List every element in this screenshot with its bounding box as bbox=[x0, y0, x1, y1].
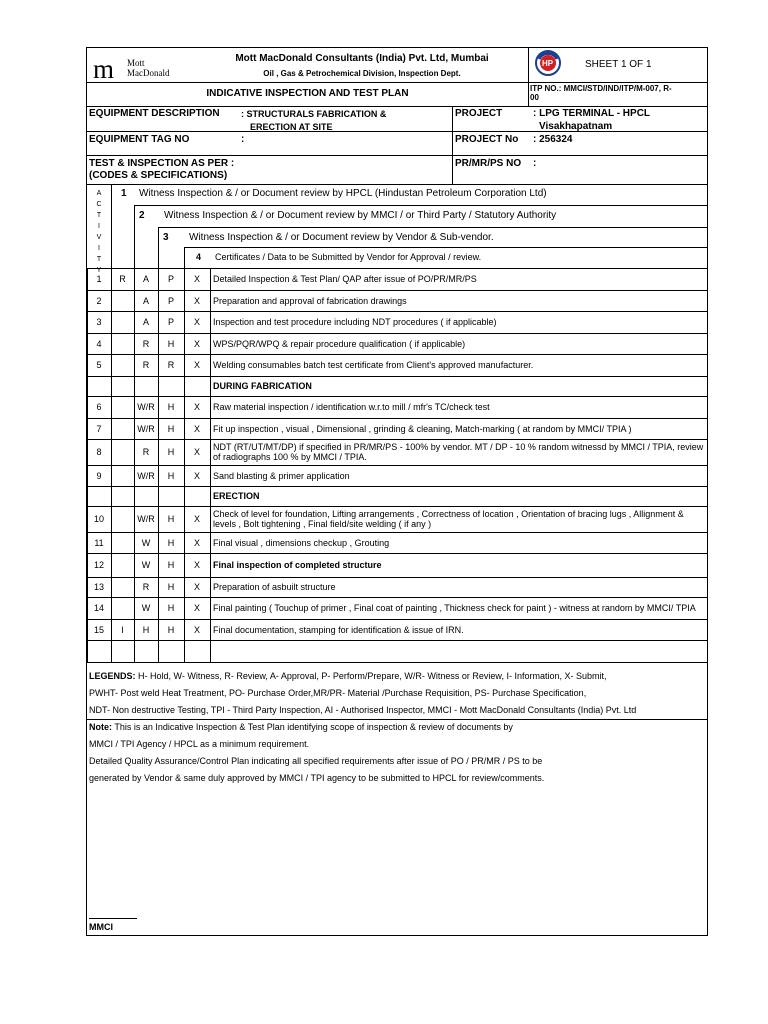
hpcl-code bbox=[111, 439, 134, 465]
submit-code bbox=[184, 376, 210, 396]
row-number: 10 bbox=[93, 514, 104, 524]
row-number: 13 bbox=[93, 582, 104, 592]
row-number bbox=[87, 486, 111, 506]
row-number: 12 bbox=[93, 560, 104, 570]
level-3-number: 3 bbox=[163, 232, 169, 243]
hpcl-code bbox=[111, 418, 134, 439]
hpcl-code bbox=[111, 396, 134, 418]
activity-description: Final inspection of completed structure bbox=[213, 560, 382, 570]
activity-description bbox=[213, 640, 705, 662]
row-number: 5 bbox=[96, 360, 102, 370]
mmci-code: W/R bbox=[137, 470, 155, 481]
level-2-number: 2 bbox=[139, 210, 145, 221]
submit-code: X bbox=[193, 537, 200, 548]
legend-line-1: H- Hold, W- Witness, R- Review, A- Approval, P- Perform/Prepare, W/R- Witness or Review, I- Information, X- Submit, bbox=[135, 671, 607, 681]
mmci-code: W/R bbox=[137, 514, 155, 524]
hpcl-code bbox=[111, 577, 134, 597]
row-number: 2 bbox=[96, 295, 102, 306]
note-line-1: This is an Indicative Inspection & Test Plan identifying scope of inspection & review of documents by bbox=[112, 722, 513, 732]
mmci-code: W bbox=[141, 560, 151, 570]
logo-line-2: MacDonald bbox=[127, 68, 170, 78]
level-3-text: Witness Inspection & / or Document review by Vendor & Sub-vendor. bbox=[189, 232, 494, 243]
row-number: 4 bbox=[96, 338, 102, 349]
mmci-code: A bbox=[142, 274, 149, 284]
activity-description: Welding consumables batch test certificate from Client's approved manufacturer. bbox=[213, 360, 534, 370]
project-no-value: : 256324 bbox=[533, 134, 573, 145]
vendor-code: H bbox=[167, 537, 175, 548]
row-number: 3 bbox=[96, 317, 102, 327]
hpcl-code bbox=[111, 506, 134, 532]
activity-description: Final visual , dimensions checkup , Grouting bbox=[213, 537, 390, 548]
activity-description: NDT (RT/UT/MT/DP) if specified in PR/MR/PS - 100% by vendor. MT / DP - 10 % random witnessd by MMCI / TPIA, review of radiographs 100 % by MMCI / TPIA. bbox=[213, 442, 704, 462]
mmci-code: R bbox=[142, 582, 150, 592]
note-label: Note: bbox=[89, 722, 112, 732]
mmci-code bbox=[134, 640, 158, 662]
submit-code bbox=[184, 486, 210, 506]
company-name: Mott MacDonald Consultants (India) Pvt. Ltd, Mumbai bbox=[235, 53, 489, 64]
activity-description: Sand blasting & primer application bbox=[213, 470, 350, 481]
row-number: 7 bbox=[96, 423, 102, 434]
vendor-code: H bbox=[167, 423, 175, 434]
activity-description: Check of level for foundation, Lifting arrangements , Correctness of location , Orientation of bracing lugs , Allignment & levels , Bolt tightening , Final field/site welding ( if any ) bbox=[213, 509, 684, 529]
project-label: PROJECT bbox=[455, 108, 503, 119]
submit-code: X bbox=[193, 360, 200, 370]
activity-description: WPS/PQR/WPQ & repair procedure qualification ( if applicable) bbox=[213, 338, 466, 349]
vendor-code: H bbox=[167, 624, 175, 635]
submit-code: X bbox=[193, 274, 200, 284]
vendor-code: P bbox=[167, 274, 174, 284]
hpcl-code bbox=[111, 465, 134, 486]
row-number bbox=[87, 640, 111, 662]
mmci-code: W bbox=[141, 537, 151, 548]
hpcl-code bbox=[111, 376, 134, 396]
hpcl-code: I bbox=[121, 624, 124, 635]
level-2-text: Witness Inspection & / or Document review by MMCI / or Third Party / Statutory Authority bbox=[164, 210, 557, 221]
vendor-code bbox=[158, 376, 184, 396]
submit-code bbox=[184, 640, 210, 662]
mmci-code: H bbox=[142, 624, 150, 635]
note-block bbox=[89, 719, 544, 787]
vendor-code: H bbox=[167, 447, 175, 457]
mott-macdonald-logo bbox=[93, 54, 213, 84]
activity-vertical-label: A C T I V I T Y bbox=[96, 190, 102, 274]
legend-line-2: PWHT- Post weld Heat Treatment, PO- Purchase Order,MR/PR- Material /Purchase Requisition, PS- Purchase Specification, bbox=[89, 688, 587, 698]
mmci-code bbox=[134, 376, 158, 396]
submit-code: X bbox=[193, 624, 200, 635]
note-line-3: Detailed Quality Assurance/Control Plan indicating all specified requirements after issue of PO / PR/MR / PS to be bbox=[89, 756, 543, 766]
itp-document bbox=[86, 47, 708, 936]
activity-description: Detailed Inspection & Test Plan/ QAP after issue of PO/PR/MR/PS bbox=[213, 274, 477, 284]
legend-block bbox=[89, 668, 636, 719]
vendor-code bbox=[158, 640, 184, 662]
submit-code: X bbox=[193, 470, 200, 481]
vendor-code: P bbox=[167, 317, 174, 327]
submit-code: X bbox=[193, 603, 200, 613]
level-1-text: Witness Inspection & / or Document review by HPCL (Hindustan Petroleum Corporation Ltd) bbox=[139, 188, 547, 199]
vendor-code bbox=[158, 486, 184, 506]
sheet-number: SHEET 1 OF 1 bbox=[585, 59, 652, 70]
submit-code: X bbox=[193, 447, 200, 457]
submit-code: X bbox=[193, 582, 200, 592]
vendor-code: H bbox=[167, 514, 175, 524]
hp-logo: HP bbox=[535, 50, 561, 76]
pr-label: PR/MR/PS NO bbox=[455, 158, 522, 169]
level-4-number: 4 bbox=[196, 252, 202, 262]
hpcl-code bbox=[111, 290, 134, 311]
note-line-4: generated by Vendor & same duly approved by MMCI / TPI agency to be submitted to HPCL for review/comments. bbox=[89, 773, 545, 783]
itp-number: ITP NO.: MMCI/STD/IND/ITP/M-007, R-00 bbox=[530, 84, 672, 102]
hpcl-code bbox=[111, 354, 134, 376]
submit-code: X bbox=[193, 514, 200, 524]
vendor-code: H bbox=[167, 470, 175, 481]
equipment-tag-value: : bbox=[241, 134, 245, 145]
mm-logo-mark-icon: m bbox=[93, 54, 114, 84]
mmci-code: A bbox=[142, 295, 149, 306]
test-as-per-label: TEST & INSPECTION AS PER : bbox=[89, 158, 235, 169]
submit-code: X bbox=[193, 423, 200, 434]
equipment-description-value: : STRUCTURALS FABRICATION & bbox=[241, 109, 387, 119]
mmci-code: W/R bbox=[137, 402, 155, 412]
mmci-code: R bbox=[142, 447, 150, 457]
row-number: 1 bbox=[96, 274, 102, 284]
row-number: 6 bbox=[96, 402, 102, 412]
activity-description: Final documentation, stamping for identification & issue of IRN. bbox=[213, 624, 464, 635]
equipment-description-value-2: ERECTION AT SITE bbox=[250, 122, 333, 132]
mmci-code: W/R bbox=[137, 423, 155, 434]
mmci-code bbox=[134, 486, 158, 506]
section-heading: ERECTION bbox=[213, 491, 260, 501]
activity-description: Fit up inspection , visual , Dimensional , grinding & cleaning, Match-marking ( at random by MMCI/ TPIA ) bbox=[213, 423, 632, 434]
row-number: 14 bbox=[93, 603, 104, 613]
vendor-code: H bbox=[167, 402, 175, 412]
vendor-code: H bbox=[167, 338, 175, 349]
vendor-code: P bbox=[167, 295, 174, 306]
project-value: : LPG TERMINAL - HPCL bbox=[533, 108, 651, 119]
activity-description: Raw material inspection / identification w.r.to mill / mfr's TC/check test bbox=[213, 402, 490, 412]
row-number: 15 bbox=[93, 624, 104, 635]
project-value-2: Visakhapatnam bbox=[539, 121, 613, 132]
hpcl-code bbox=[111, 640, 134, 662]
row-number: 9 bbox=[96, 470, 102, 481]
vendor-code: H bbox=[167, 582, 175, 592]
pr-value: : bbox=[533, 158, 537, 169]
submit-code: X bbox=[193, 317, 200, 327]
row-number bbox=[87, 376, 111, 396]
mmci-code: R bbox=[142, 360, 150, 370]
activity-description: Preparation of asbuilt structure bbox=[213, 582, 336, 592]
section-heading: DURING FABRICATION bbox=[213, 381, 312, 391]
legend-line-3: NDT- Non destructive Testing, TPI - Third Party Inspection, AI - Authorised Inspector, MMCI - Mott MacDonald Consultants (India) Pvt. Ltd bbox=[89, 705, 637, 715]
legend-label: LEGENDS: bbox=[89, 671, 136, 681]
hpcl-code bbox=[111, 553, 134, 577]
mmci-code: R bbox=[142, 338, 150, 349]
hpcl-code: R bbox=[119, 274, 126, 284]
plan-title: INDICATIVE INSPECTION AND TEST PLAN bbox=[206, 88, 409, 99]
level-4-text: Certificates / Data to be Submitted by Vendor for Approval / review. bbox=[215, 252, 482, 262]
hpcl-code bbox=[111, 333, 134, 354]
vendor-code: R bbox=[167, 360, 175, 370]
division-name: Oil , Gas & Petrochemical Division, Inspection Dept. bbox=[263, 69, 461, 78]
activity-description: Inspection and test procedure including NDT procedures ( if applicable) bbox=[213, 317, 497, 327]
activity-description: Preparation and approval of fabrication drawings bbox=[213, 295, 407, 306]
submit-code: X bbox=[193, 295, 200, 306]
hpcl-code bbox=[111, 311, 134, 333]
activity-description: Final painting ( Touchup of primer , Final coat of painting , Thickness check for paint ) - witness at random by MMCI/ TPIA bbox=[213, 603, 696, 613]
equipment-description-label: EQUIPMENT DESCRIPTION bbox=[89, 108, 220, 119]
mmci-code: W bbox=[141, 603, 151, 613]
vendor-code: H bbox=[167, 560, 175, 570]
submit-code: X bbox=[193, 338, 200, 349]
row-number: 8 bbox=[96, 447, 102, 457]
logo-line-1: Mott bbox=[127, 58, 145, 68]
hpcl-code bbox=[111, 597, 134, 619]
vendor-code: H bbox=[167, 603, 175, 613]
level-1-number: 1 bbox=[121, 188, 127, 199]
footer-sign: MMCI bbox=[89, 922, 113, 932]
row-number: 11 bbox=[94, 537, 104, 548]
hpcl-code bbox=[111, 486, 134, 506]
submit-code: X bbox=[193, 560, 200, 570]
mmci-code: A bbox=[142, 317, 149, 327]
project-no-label: PROJECT No bbox=[455, 134, 519, 145]
note-line-2: MMCI / TPI Agency / HPCL as a minimum requirement. bbox=[89, 739, 310, 749]
submit-code: X bbox=[193, 402, 200, 412]
equipment-tag-label: EQUIPMENT TAG NO bbox=[89, 134, 190, 145]
hpcl-code bbox=[111, 532, 134, 553]
test-as-per-label-2: (CODES & SPECIFICATIONS) bbox=[89, 170, 228, 181]
